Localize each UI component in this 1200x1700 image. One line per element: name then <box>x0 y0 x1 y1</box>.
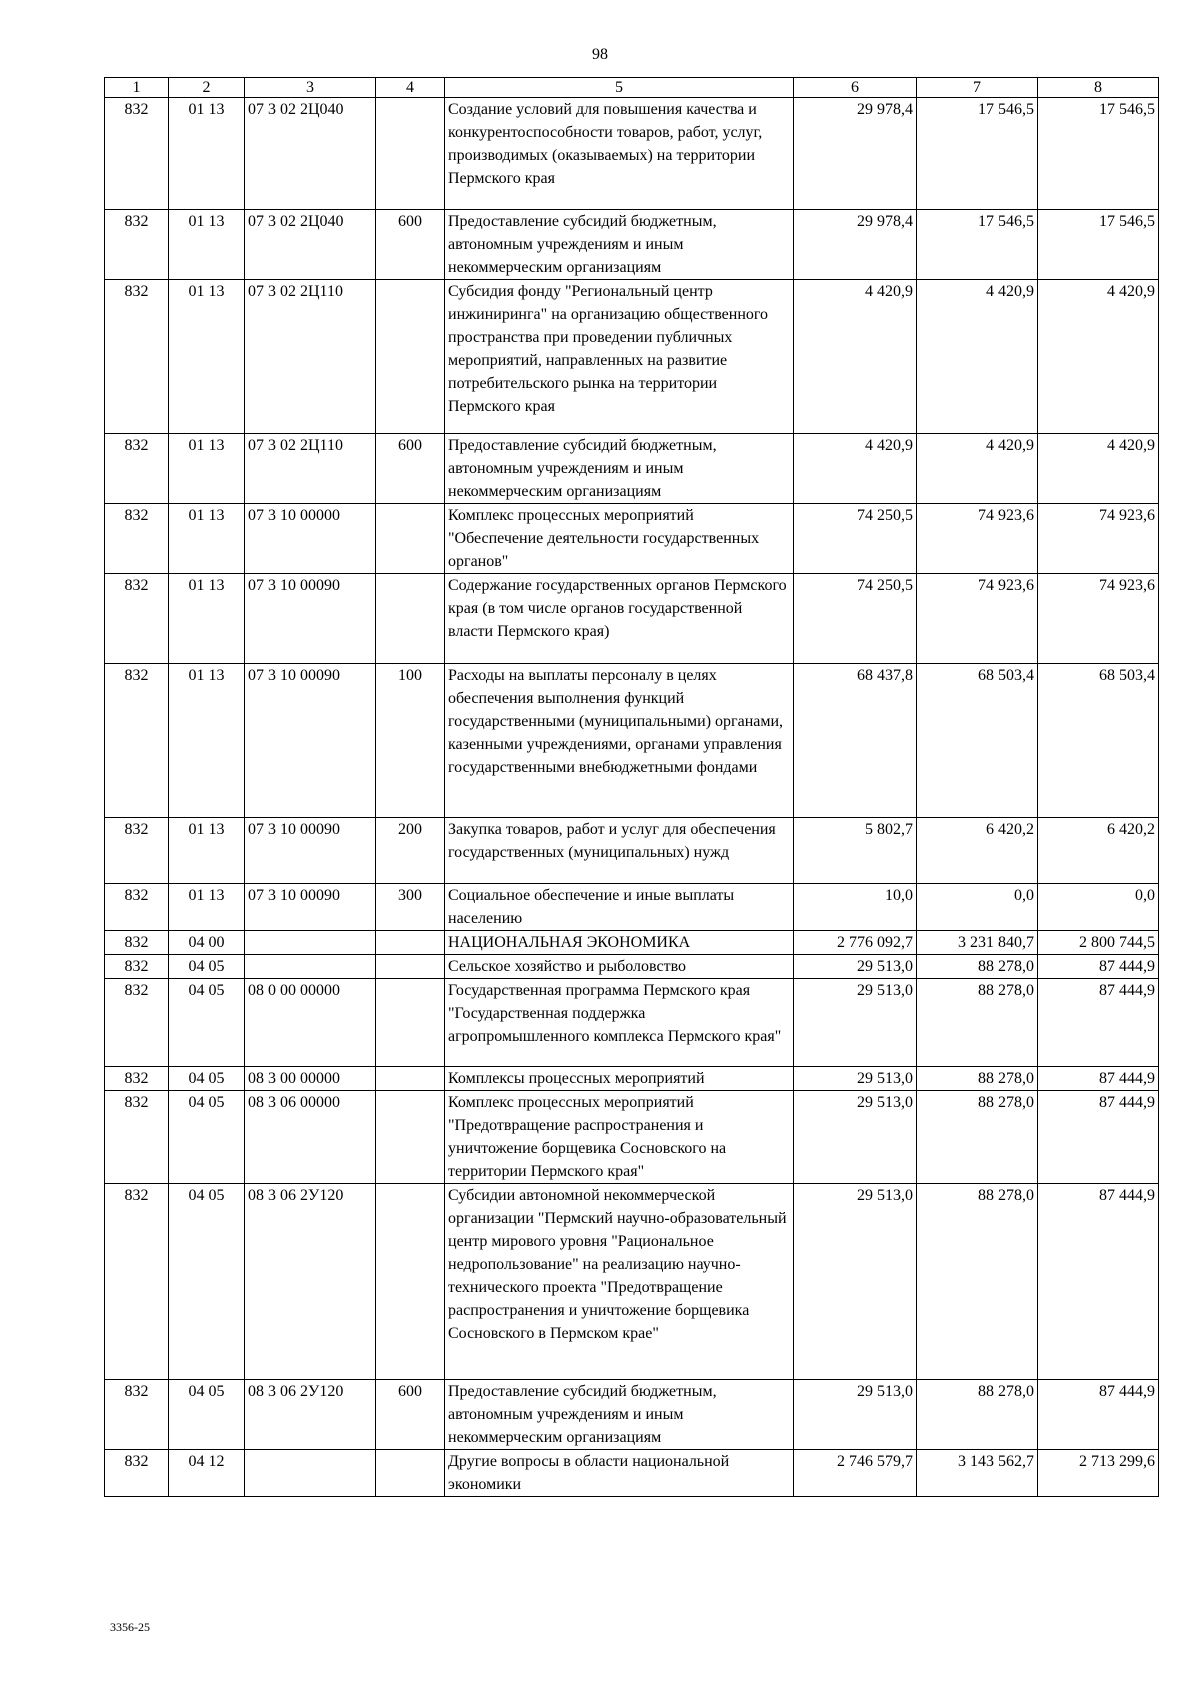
budget-table <box>104 77 1159 1497</box>
amount-col7-cell: 74 923,6 <box>917 504 1038 574</box>
amount-col6-cell: 74 250,5 <box>794 574 917 664</box>
amount-col7-cell: 4 420,9 <box>917 434 1038 504</box>
amount-col7-cell: 88 278,0 <box>917 1184 1038 1380</box>
target-article-cell: 07 3 10 00090 <box>245 884 376 931</box>
column-header: 8 <box>1038 78 1159 98</box>
target-article-cell: 07 3 10 00090 <box>245 664 376 818</box>
amount-col8-cell: 6 420,2 <box>1038 818 1159 884</box>
amount-col7-cell: 88 278,0 <box>917 1067 1038 1091</box>
section-code-cell: 04 05 <box>169 1091 245 1184</box>
expense-type-cell <box>376 931 445 955</box>
amount-col8-cell: 2 713 299,6 <box>1038 1450 1159 1497</box>
admin-code-cell: 832 <box>105 979 169 1067</box>
amount-col6-cell: 29 978,4 <box>794 210 917 280</box>
section-code-cell: 01 13 <box>169 98 245 210</box>
amount-col8-cell: 87 444,9 <box>1038 1091 1159 1184</box>
amount-col6-cell: 5 802,7 <box>794 818 917 884</box>
amount-col6-cell: 10,0 <box>794 884 917 931</box>
amount-col6-cell: 29 513,0 <box>794 955 917 979</box>
target-article-cell: 08 3 06 2У120 <box>245 1184 376 1380</box>
amount-col7-cell: 4 420,9 <box>917 280 1038 434</box>
description-cell: Субсидия фонду "Региональный центр инжиниринга" на организацию общественного пространства при проведении публичных мероприятий, направленных на развитие потребительского рынка на территории Пермского края <box>445 280 794 434</box>
table-row <box>105 280 1159 434</box>
description-cell: Субсидии автономной некоммерческой организации "Пермский научно-образовательный центр мирового уровня "Рациональное недропользование" на реализацию научно-технического проекта "Предотвращение распространения и уничтожение борщевика Сосновского в Пермском крае" <box>445 1184 794 1380</box>
amount-col6-cell: 29 513,0 <box>794 1067 917 1091</box>
admin-code-cell: 832 <box>105 1184 169 1380</box>
document-code: 3356-25 <box>110 1620 150 1634</box>
target-article-cell: 08 0 00 00000 <box>245 979 376 1067</box>
admin-code-cell: 832 <box>105 574 169 664</box>
table-row <box>105 210 1159 280</box>
amount-col8-cell: 87 444,9 <box>1038 1067 1159 1091</box>
table-row <box>105 884 1159 931</box>
amount-col7-cell: 88 278,0 <box>917 979 1038 1067</box>
amount-col7-cell: 17 546,5 <box>917 210 1038 280</box>
amount-col8-cell: 0,0 <box>1038 884 1159 931</box>
admin-code-cell: 832 <box>105 280 169 434</box>
amount-col8-cell: 17 546,5 <box>1038 98 1159 210</box>
column-header: 1 <box>105 78 169 98</box>
amount-col6-cell: 4 420,9 <box>794 280 917 434</box>
amount-col6-cell: 4 420,9 <box>794 434 917 504</box>
admin-code-cell: 832 <box>105 884 169 931</box>
expense-type-cell <box>376 979 445 1067</box>
section-code-cell: 01 13 <box>169 434 245 504</box>
section-code-cell: 04 12 <box>169 1450 245 1497</box>
column-header: 7 <box>917 78 1038 98</box>
amount-col7-cell: 88 278,0 <box>917 955 1038 979</box>
admin-code-cell: 832 <box>105 434 169 504</box>
table-row <box>105 664 1159 818</box>
section-code-cell: 04 05 <box>169 1184 245 1380</box>
table-row <box>105 1450 1159 1497</box>
table-row <box>105 1067 1159 1091</box>
amount-col7-cell: 6 420,2 <box>917 818 1038 884</box>
description-cell: Расходы на выплаты персоналу в целях обеспечения выполнения функций государственными (муниципальными) органами, казенными учреждениями, органами управления государственными внебюджетными фондами <box>445 664 794 818</box>
amount-col7-cell: 3 143 562,7 <box>917 1450 1038 1497</box>
expense-type-cell <box>376 504 445 574</box>
amount-col6-cell: 29 513,0 <box>794 1091 917 1184</box>
amount-col7-cell: 0,0 <box>917 884 1038 931</box>
admin-code-cell: 832 <box>105 818 169 884</box>
description-cell: НАЦИОНАЛЬНАЯ ЭКОНОМИКА <box>445 931 794 955</box>
expense-type-cell: 200 <box>376 818 445 884</box>
table-row <box>105 931 1159 955</box>
admin-code-cell: 832 <box>105 504 169 574</box>
section-code-cell: 01 13 <box>169 280 245 434</box>
column-number-row <box>105 78 1159 98</box>
amount-col7-cell: 88 278,0 <box>917 1380 1038 1450</box>
amount-col6-cell: 74 250,5 <box>794 504 917 574</box>
admin-code-cell: 832 <box>105 955 169 979</box>
target-article-cell: 08 3 06 2У120 <box>245 1380 376 1450</box>
column-header: 4 <box>376 78 445 98</box>
amount-col6-cell: 29 513,0 <box>794 1380 917 1450</box>
column-header: 3 <box>245 78 376 98</box>
description-cell: Предоставление субсидий бюджетным, автономным учреждениям и иным некоммерческим организациям <box>445 434 794 504</box>
table-row <box>105 955 1159 979</box>
expense-type-cell <box>376 955 445 979</box>
amount-col8-cell: 87 444,9 <box>1038 1380 1159 1450</box>
column-header: 6 <box>794 78 917 98</box>
amount-col6-cell: 2 746 579,7 <box>794 1450 917 1497</box>
table-row <box>105 818 1159 884</box>
amount-col8-cell: 17 546,5 <box>1038 210 1159 280</box>
expense-type-cell <box>376 280 445 434</box>
expense-type-cell <box>376 574 445 664</box>
amount-col7-cell: 68 503,4 <box>917 664 1038 818</box>
section-code-cell: 04 05 <box>169 955 245 979</box>
amount-col6-cell: 29 513,0 <box>794 1184 917 1380</box>
description-cell: Предоставление субсидий бюджетным, автономным учреждениям и иным некоммерческим организациям <box>445 1380 794 1450</box>
admin-code-cell: 832 <box>105 98 169 210</box>
section-code-cell: 04 05 <box>169 979 245 1067</box>
target-article-cell: 07 3 02 2Ц040 <box>245 98 376 210</box>
section-code-cell: 01 13 <box>169 574 245 664</box>
amount-col7-cell: 74 923,6 <box>917 574 1038 664</box>
amount-col8-cell: 68 503,4 <box>1038 664 1159 818</box>
table-row <box>105 504 1159 574</box>
amount-col7-cell: 3 231 840,7 <box>917 931 1038 955</box>
amount-col8-cell: 87 444,9 <box>1038 979 1159 1067</box>
expense-type-cell <box>376 1091 445 1184</box>
amount-col8-cell: 2 800 744,5 <box>1038 931 1159 955</box>
column-header: 5 <box>445 78 794 98</box>
admin-code-cell: 832 <box>105 931 169 955</box>
table-row <box>105 1184 1159 1380</box>
target-article-cell <box>245 931 376 955</box>
target-article-cell: 07 3 10 00090 <box>245 818 376 884</box>
description-cell: Создание условий для повышения качества и конкурентоспособности товаров, работ, услуг, производимых (оказываемых) на территории Пермского края <box>445 98 794 210</box>
column-header: 2 <box>169 78 245 98</box>
description-cell: Социальное обеспечение и иные выплаты населению <box>445 884 794 931</box>
section-code-cell: 04 05 <box>169 1380 245 1450</box>
amount-col7-cell: 88 278,0 <box>917 1091 1038 1184</box>
table-row <box>105 434 1159 504</box>
amount-col8-cell: 87 444,9 <box>1038 955 1159 979</box>
admin-code-cell: 832 <box>105 1091 169 1184</box>
expense-type-cell: 100 <box>376 664 445 818</box>
target-article-cell <box>245 1450 376 1497</box>
admin-code-cell: 832 <box>105 664 169 818</box>
section-code-cell: 01 13 <box>169 884 245 931</box>
table-row <box>105 574 1159 664</box>
table-row <box>105 1091 1159 1184</box>
section-code-cell: 01 13 <box>169 210 245 280</box>
amount-col6-cell: 29 978,4 <box>794 98 917 210</box>
table-row <box>105 98 1159 210</box>
expense-type-cell <box>376 1184 445 1380</box>
target-article-cell: 07 3 10 00000 <box>245 504 376 574</box>
target-article-cell: 07 3 10 00090 <box>245 574 376 664</box>
expense-type-cell <box>376 1067 445 1091</box>
admin-code-cell: 832 <box>105 1067 169 1091</box>
description-cell: Государственная программа Пермского края "Государственная поддержка агропромышленного комплекса Пермского края" <box>445 979 794 1067</box>
section-code-cell: 04 00 <box>169 931 245 955</box>
target-article-cell: 08 3 00 00000 <box>245 1067 376 1091</box>
amount-col6-cell: 68 437,8 <box>794 664 917 818</box>
section-code-cell: 04 05 <box>169 1067 245 1091</box>
description-cell: Другие вопросы в области национальной экономики <box>445 1450 794 1497</box>
section-code-cell: 01 13 <box>169 818 245 884</box>
target-article-cell <box>245 955 376 979</box>
page-number: 98 <box>592 46 608 63</box>
admin-code-cell: 832 <box>105 210 169 280</box>
expense-type-cell <box>376 98 445 210</box>
section-code-cell: 01 13 <box>169 504 245 574</box>
expense-type-cell <box>376 1450 445 1497</box>
amount-col8-cell: 4 420,9 <box>1038 434 1159 504</box>
amount-col6-cell: 2 776 092,7 <box>794 931 917 955</box>
amount-col7-cell: 17 546,5 <box>917 98 1038 210</box>
amount-col8-cell: 4 420,9 <box>1038 280 1159 434</box>
expense-type-cell: 300 <box>376 884 445 931</box>
description-cell: Предоставление субсидий бюджетным, автономным учреждениям и иным некоммерческим организациям <box>445 210 794 280</box>
target-article-cell: 08 3 06 00000 <box>245 1091 376 1184</box>
amount-col8-cell: 74 923,6 <box>1038 574 1159 664</box>
amount-col6-cell: 29 513,0 <box>794 979 917 1067</box>
expense-type-cell: 600 <box>376 434 445 504</box>
amount-col8-cell: 74 923,6 <box>1038 504 1159 574</box>
target-article-cell: 07 3 02 2Ц040 <box>245 210 376 280</box>
table-row <box>105 979 1159 1067</box>
description-cell: Комплекс процессных мероприятий "Предотвращение распространения и уничтожение борщевика Сосновского на территории Пермского края" <box>445 1091 794 1184</box>
description-cell: Комплекс процессных мероприятий "Обеспечение деятельности государственных органов" <box>445 504 794 574</box>
expense-type-cell: 600 <box>376 210 445 280</box>
admin-code-cell: 832 <box>105 1450 169 1497</box>
description-cell: Сельское хозяйство и рыболовство <box>445 955 794 979</box>
table-row <box>105 1380 1159 1450</box>
expense-type-cell: 600 <box>376 1380 445 1450</box>
admin-code-cell: 832 <box>105 1380 169 1450</box>
amount-col8-cell: 87 444,9 <box>1038 1184 1159 1380</box>
target-article-cell: 07 3 02 2Ц110 <box>245 280 376 434</box>
description-cell: Содержание государственных органов Пермского края (в том числе органов государственной власти Пермского края) <box>445 574 794 664</box>
target-article-cell: 07 3 02 2Ц110 <box>245 434 376 504</box>
description-cell: Закупка товаров, работ и услуг для обеспечения государственных (муниципальных) нужд <box>445 818 794 884</box>
description-cell: Комплексы процессных мероприятий <box>445 1067 794 1091</box>
section-code-cell: 01 13 <box>169 664 245 818</box>
